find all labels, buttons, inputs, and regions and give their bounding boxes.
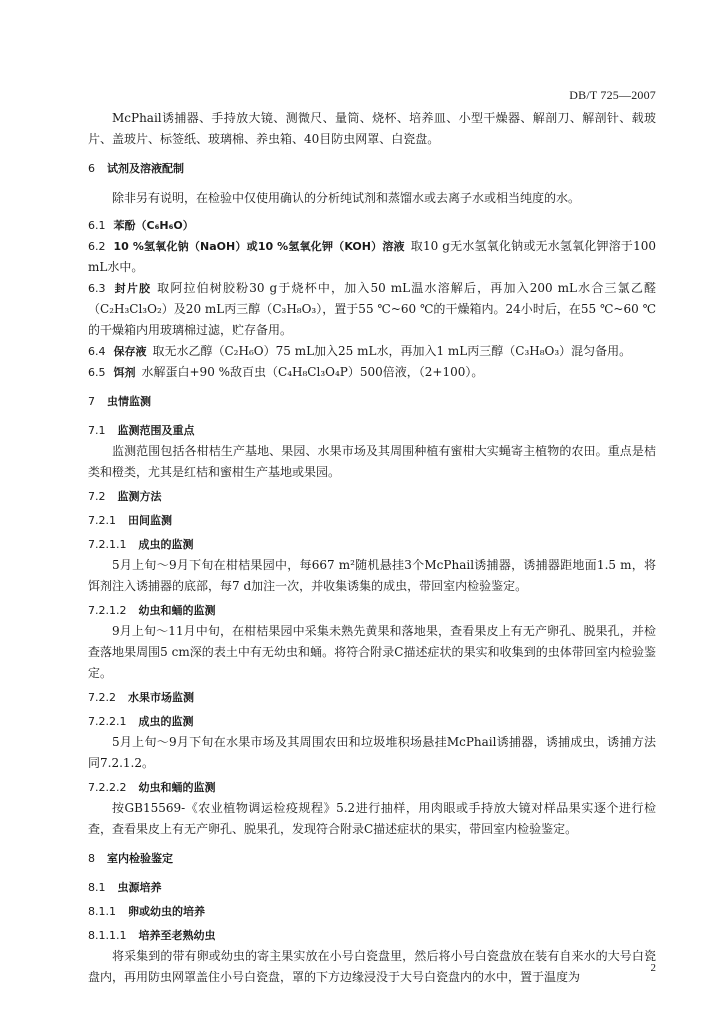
section-title: 室内检验鉴定 (107, 852, 173, 865)
paragraph-7-2-2-1: 5月上旬～9月下旬在水果市场及其周围农田和垃圾堆积场悬挂McPhail诱捕器，诱捕成虫，诱捕方法同7.2.1.2。 (88, 735, 656, 770)
clause-number: 6.5 (88, 366, 106, 379)
clause-number: 6.2 (88, 240, 106, 253)
section-7-2-2-heading (88, 688, 656, 708)
clause-6-5 (88, 362, 656, 383)
clause-6-3 (88, 278, 656, 341)
section-title: 成虫的监测 (138, 715, 194, 728)
clause-text: 取阿拉伯树胶粉30 g于烧杯中，加入50 mL温水溶解后，再加入200 mL水合三氯乙醛（C₂H₃Cl₃O₂）及20 mL丙三醇（C₃H₈O₃），置于55 ℃~60 ℃的干燥箱内。24小时后，在55 ℃~60 ℃的干燥箱内用玻璃棉过滤，贮存备用。 (88, 281, 656, 337)
section-title: 培养至老熟幼虫 (138, 929, 216, 942)
page-number: 2 (650, 962, 656, 974)
section-8-1-1-heading (88, 902, 656, 922)
section-title: 试剂及溶液配制 (107, 162, 184, 175)
clause-text: 取10 g无水氢氧化钠或无水氢氧化钾溶于100 mL水中。 (88, 239, 657, 274)
clause-term: 饵剂 (113, 366, 136, 379)
clause-term: 封片胶 (113, 282, 152, 295)
section-number: 7.2.1.2 (88, 604, 127, 617)
clause-6-2 (88, 236, 656, 278)
section-number: 7.2.2.2 (88, 781, 127, 794)
section-number: 7.2.2.1 (88, 715, 127, 728)
section-title: 卵或幼虫的培养 (128, 905, 205, 918)
section-number: 8.1 (88, 881, 106, 894)
section-title: 监测范围及重点 (117, 424, 195, 437)
clause-term: 苯酚（C₆H₆O） (113, 219, 194, 232)
paragraph-7-2-1-2: 9月上旬～11月中旬，在柑桔果园中采集未熟先黄果和落地果，查看果皮上有无产卵孔、脱果孔，并检查落地果周围5 cm深的表土中有无幼虫和蛹。将符合附录C描述症状的果实和收集到的虫体带回室内检验鉴定。 (88, 624, 656, 680)
paragraph-equipment: McPhail诱捕器、手持放大镜、测微尺、量筒、烧杯、培养皿、小型干燥器、解剖刀、解剖针、载玻片、盖玻片、标签纸、玻璃棉、养虫箱、40目防虫网罩、白瓷盘。 (88, 111, 656, 146)
section-8-1-1-1-heading (88, 926, 656, 946)
section-8-1-heading (88, 878, 656, 898)
paragraph-8-1-1-1: 将采集到的带有卵或幼虫的寄主果实放在小号白瓷盘里，然后将小号白瓷盘放在装有自来水的大号白瓷盘内，再用防虫网罩盖住小号白瓷盘，罩的下方边缘浸没于大号白瓷盘内的水中，置于温度为 (88, 949, 656, 984)
section-7-2-1-heading (88, 511, 656, 531)
section-title: 虫情监测 (107, 395, 151, 408)
section-number: 8.1.1 (88, 905, 116, 918)
section-number: 7 (88, 395, 95, 408)
section-6-heading (88, 159, 656, 179)
section-7-1-heading (88, 421, 656, 441)
section-7-2-2-1-heading (88, 712, 656, 732)
paragraph-6: 除非另有说明，在检验中仅使用确认的分析纯试剂和蒸馏水或去离子水或相当纯度的水。 (112, 191, 581, 205)
paragraph-7-2-2-2: 按GB15569-《农业植物调运检疫规程》5.2进行抽样，用肉眼或手持放大镜对样品果实逐个进行检查，查看果皮上有无产卵孔、脱果孔，发现符合附录C描述症状的果实，带回室内检验鉴定。 (88, 801, 656, 836)
section-number: 8.1.1.1 (88, 929, 127, 942)
section-number: 6 (88, 162, 95, 175)
clause-6-4 (88, 341, 656, 362)
section-title: 幼虫和蛹的监测 (138, 604, 216, 617)
clause-text: 取无水乙醇（C₂H₆O）75 mL加入25 mL水，再加入1 mL丙三醇（C₃H₈O₃）混匀备用。 (152, 344, 632, 358)
section-number: 7.2.2 (88, 691, 116, 704)
section-title: 水果市场监测 (128, 691, 194, 704)
clause-term: 10 %氢氧化钠（NaOH）或10 %氢氧化钾（KOH）溶液 (113, 240, 405, 253)
section-number: 8 (88, 852, 95, 865)
clause-number: 6.4 (88, 345, 106, 358)
section-title: 幼虫和蛹的监测 (138, 781, 216, 794)
section-title: 田间监测 (128, 514, 172, 527)
clause-text: 水解蛋白+90 %敌百虫（C₄H₈Cl₃O₄P）500倍液，（2+100）。 (141, 365, 484, 379)
paragraph-7-1: 监测范围包括各柑桔生产基地、果园、水果市场及其周围种植有蜜柑大实蝇寄主植物的农田。重点是桔类和橙类，尤其是红桔和蜜柑生产基地或果园。 (88, 444, 656, 479)
section-number: 7.2.1.1 (88, 538, 127, 551)
section-title: 虫源培养 (117, 881, 162, 894)
section-7-2-2-2-heading (88, 778, 656, 798)
clause-6-1 (88, 215, 656, 236)
paragraph-7-2-1-1: 5月上旬～9月下旬在柑桔果园中，每667 m²随机悬挂3个McPhail诱捕器，诱捕器距地面1.5 m，将饵剂注入诱捕器的底部，每7 d加注一次，并收集诱集的成虫，带回室内检验鉴定。 (88, 558, 656, 593)
page-body (88, 108, 656, 988)
section-number: 7.2.1 (88, 514, 116, 527)
section-7-2-heading (88, 487, 656, 507)
section-number: 7.2 (88, 490, 106, 503)
section-title: 成虫的监测 (138, 538, 194, 551)
section-number: 7.1 (88, 424, 106, 437)
section-8-heading (88, 849, 656, 869)
section-title: 监测方法 (117, 490, 162, 503)
standard-code: DB/T 725—2007 (569, 88, 656, 102)
clause-number: 6.1 (88, 219, 106, 232)
section-7-2-1-2-heading (88, 601, 656, 621)
section-7-2-1-1-heading (88, 535, 656, 555)
clause-number: 6.3 (88, 282, 106, 295)
clause-term: 保存液 (113, 345, 147, 358)
section-7-heading (88, 392, 656, 412)
